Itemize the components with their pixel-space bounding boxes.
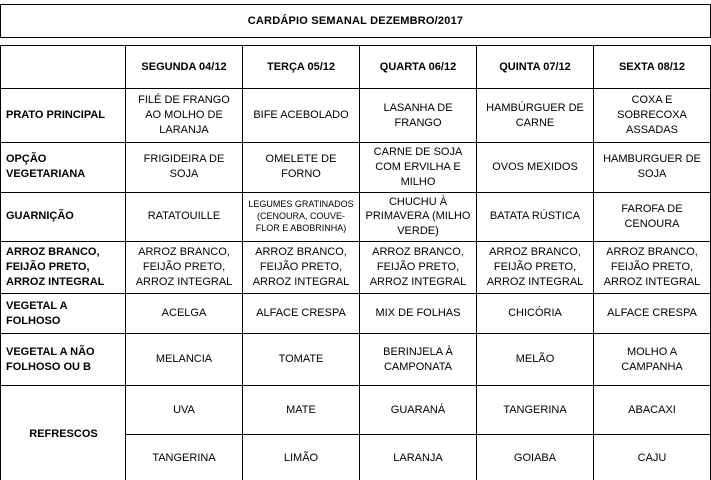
row-label: OPÇÃO VEGETARIANA [1,143,126,193]
menu-cell: UVA [126,386,243,435]
menu-cell: BERINJELA À CAMPONATA [360,334,477,386]
menu-cell: ARROZ BRANCO, FEIJÃO PRETO, ARROZ INTEGRAL [360,242,477,294]
column-header-friday: SEXTA 08/12 [594,46,711,89]
row-label: GUARNIÇÃO [1,192,126,242]
menu-cell: RATATOUILLE [126,192,243,242]
weekly-menu-table [0,45,711,480]
menu-cell: FILÉ DE FRANGO AO MOLHO DE LARANJA [126,89,243,143]
menu-cell: CHICÓRIA [477,294,594,334]
table-row-vegetal-folhoso [1,294,711,334]
table-row-guarnicao [1,192,711,242]
menu-cell: MELANCIA [126,334,243,386]
menu-cell: OMELETE DE FORNO [243,143,360,193]
menu-cell: GUARANÁ [360,386,477,435]
menu-cell: HAMBURGUER DE SOJA [594,143,711,193]
corner-cell [1,46,126,89]
menu-cell: ARROZ BRANCO, FEIJÃO PRETO, ARROZ INTEGRAL [243,242,360,294]
menu-cell: ARROZ BRANCO, FEIJÃO PRETO, ARROZ INTEGRAL [594,242,711,294]
table-row-refrescos-1 [1,386,711,435]
menu-cell: GOIABA [477,435,594,480]
menu-cell: FRIGIDEIRA DE SOJA [126,143,243,193]
row-label: ARROZ BRANCO, FEIJÃO PRETO, ARROZ INTEGRAL [1,242,126,294]
menu-cell: HAMBÚRGUER DE CARNE [477,89,594,143]
row-label-refrescos: REFRESCOS [1,386,126,480]
menu-cell: ACELGA [126,294,243,334]
table-row-arroz-feijao [1,242,711,294]
menu-cell: MATE [243,386,360,435]
menu-cell: CARNE DE SOJA COM ERVILHA E MILHO [360,143,477,193]
row-label: PRATO PRINCIPAL [1,89,126,143]
table-row-opcao-vegetariana [1,143,711,193]
menu-cell: ARROZ BRANCO, FEIJÃO PRETO, ARROZ INTEGRAL [126,242,243,294]
menu-cell: COXA E SOBRECOXA ASSADAS [594,89,711,143]
menu-cell: ALFACE CRESPA [594,294,711,334]
menu-cell: TANGERINA [477,386,594,435]
menu-cell: ABACAXI [594,386,711,435]
title-table-gap [0,38,711,45]
menu-cell: CHUCHU À PRIMAVERA (MILHO VERDE) [360,192,477,242]
header-row [1,46,711,89]
row-label: VEGETAL A FOLHOSO [1,294,126,334]
table-row-prato-principal [1,89,711,143]
menu-cell: CAJU [594,435,711,480]
menu-cell: LASANHA DE FRANGO [360,89,477,143]
menu-cell: OVOS MEXIDOS [477,143,594,193]
menu-cell: MOLHO A CAMPANHA [594,334,711,386]
table-row-vegetal-nao-folhoso [1,334,711,386]
menu-cell: FAROFA DE CENOURA [594,192,711,242]
menu-cell: TANGERINA [126,435,243,480]
menu-cell: BIFE ACEBOLADO [243,89,360,143]
menu-cell: LIMÃO [243,435,360,480]
column-header-tuesday: TERÇA 05/12 [243,46,360,89]
menu-cell: LARANJA [360,435,477,480]
menu-cell: ALFACE CRESPA [243,294,360,334]
menu-cell: BATATA RÚSTICA [477,192,594,242]
column-header-thursday: QUINTA 07/12 [477,46,594,89]
menu-cell: MIX DE FOLHAS [360,294,477,334]
menu-cell: ARROZ BRANCO, FEIJÃO PRETO, ARROZ INTEGRAL [477,242,594,294]
menu-title: CARDÁPIO SEMANAL DEZEMBRO/2017 [0,4,711,38]
row-label: VEGETAL A NÃO FOLHOSO OU B [1,334,126,386]
column-header-wednesday: QUARTA 06/12 [360,46,477,89]
menu-cell: LEGUMES GRATINADOS (CENOURA, COUVE-FLOR E ABOBRINHA) [243,192,360,242]
column-header-monday: SEGUNDA 04/12 [126,46,243,89]
menu-cell: TOMATE [243,334,360,386]
menu-cell: MELÃO [477,334,594,386]
